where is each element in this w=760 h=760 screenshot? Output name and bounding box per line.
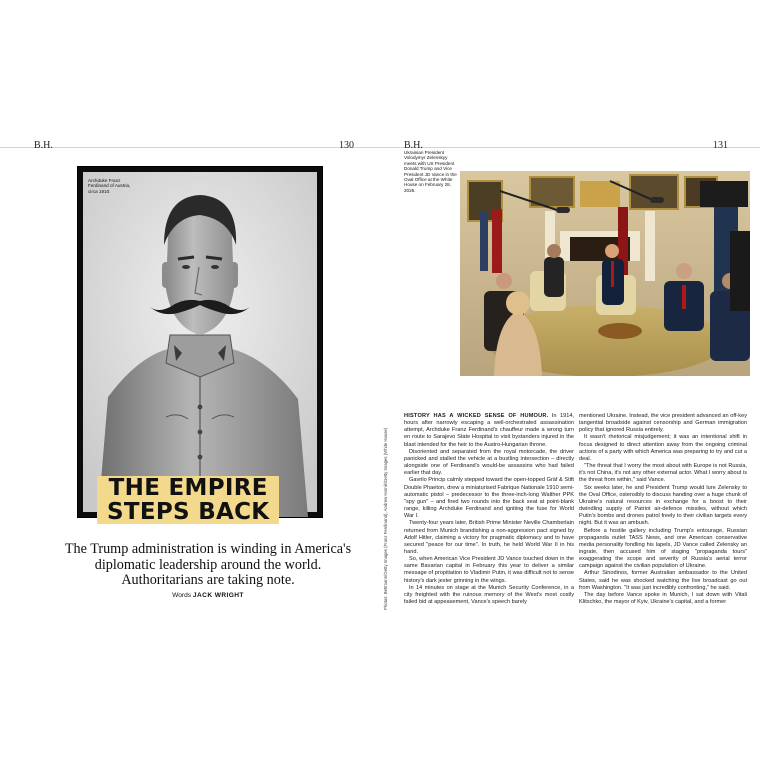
paragraph: In 1914, hours after narrowly escaping a well-orchestrated assassination attempt, Archduke Franz Ferdinand's chauffeur made a wrong turn en route to Sarajevo State Hospital to visit bystanders injured in the blast intended for the heir to the Austro-Hungarian throne. [404,413,574,448]
body-column-1 [404,413,574,606]
oval-office-photo [460,171,750,376]
byline-prefix: Words [172,592,192,599]
headline-line-2: STEPS BACK [107,499,270,525]
byline-author: JACK WRIGHT [192,592,244,599]
headline-line-1: THE EMPIRE [108,475,268,501]
paragraph: "The threat that I worry the most about with Europe is not Russia, it's not China, it's not any other external actor. What I worry about is the threat from within," said Vance. [579,463,747,484]
body-column-2 [579,413,747,606]
page-number-right: 131 [713,140,728,151]
paragraph: Before a hostile gallery including Trump's entourage, Russian propaganda outlet TASS News, and one American conservative media personality fondling his lapels, JD Vance called Zelensky an ingrate, then accused him of staging "propaganda tours" exaggerating the scope and severity of Russia's aerial terror campaign against the civilian population of Ukraine. [579,527,747,570]
paragraph: Arthur Sinodinos, former Australian ambassador to the United States, said he was shocked watching the live broadcast go out from Washington. "It was just incredibly confronting," he said. [579,570,747,591]
top-rule [0,147,760,148]
headline-highlight [97,476,279,524]
paragraph: So, when American Vice President JD Vance touched down in the same Bavarian capital in February this year to deliver a similar message of propitiation to Vladimir Putin, it was difficult not to sense history's dark jester grinning in the wings. [404,556,574,584]
paragraph: Gavrilo Princip calmly stepped toward the open-topped Gräf & Stift Double Phaeton, drew a miniaturised Fabrique Nationale 1910 semi-automatic pistol – predecessor to the three-inch-long Walther PPK "spy gun" – and fired two rounds into the back seat at point-blank range, killing Archduke Ferdinand and igniting the fuse for World War I. [404,477,574,520]
photo-credit: Photos: Bettmann/Getty Images (Franz Ferdinand), Andrew Harnik/Getty Images (White House) [383,427,388,610]
paragraph: Disoriented and separated from the royal motorcade, the driver panicked and stalled the vehicle at a bustling intersection – directly alongside one of Ferdinand's would-be assassins who had failed earlier that day. [404,448,574,477]
page-number-left: 130 [339,140,354,151]
paragraph: Six weeks later, he and President Trump would lure Zelensky to the Oval Office, ostensibly to discuss handing over a huge chunk of Ukraine's natural resources in exchange for a boost to their dwindling supply of Patriot air-defence missiles, without which Putin's bombs and drones patrol freely to their civilian targets every night. But it was an ambush. [579,484,747,527]
running-head-right: B.H. [404,140,423,151]
paragraph: In 14 minutes on stage at the Munich Security Conference, in a city freighted with the ruinous memory of the West's most costly failed bid at appeasement, Vance's speech barely [404,584,574,606]
byline [58,592,358,599]
paragraph: It wasn't rhetorical misjudgement; it was an intentional shift in focus designed to direct attention away from the ongoing criminal actions of a party with which America was preparing to try and cut a deal. [579,434,747,462]
paragraph: The day before Vance spoke in Munich, I sat down with Vitali Klitschko, the mayor of Kyiv, Ukraine's capital, and a former [579,591,747,606]
paragraph: mentioned Ukraine. Instead, the vice president advanced an off-key tangential broadside against censorship and German immigration policy that ignored Russia entirely. [579,413,747,434]
paragraph: Twenty-four years later, British Prime Minister Neville Chamberlain returned from Munich brandishing a non-aggression pact signed by Adolf Hitler, claiming a victory for pragmatic diplomacy and to have secured "peace for our time". In truth, he held World War II in his hand. [404,520,574,555]
oval-office-caption: Ukrainian President Volodymyr Zelenskyy meets with US President Donald Trump and Vice President JD Vance in the Oval Office at the White House on February 28, 2025. [404,150,457,193]
standfirst: The Trump administration is winding in America's diplomatic leadership around the world. Authoritarians are taking note. [64,541,352,589]
lede: HISTORY HAS A WICKED SENSE OF HUMOUR. [404,413,549,419]
portrait-photo [77,166,323,518]
portrait-caption: Archduke Franz Ferdinand of Austria, circa 1910. [88,178,131,194]
running-head-left: B.H. [34,140,53,151]
